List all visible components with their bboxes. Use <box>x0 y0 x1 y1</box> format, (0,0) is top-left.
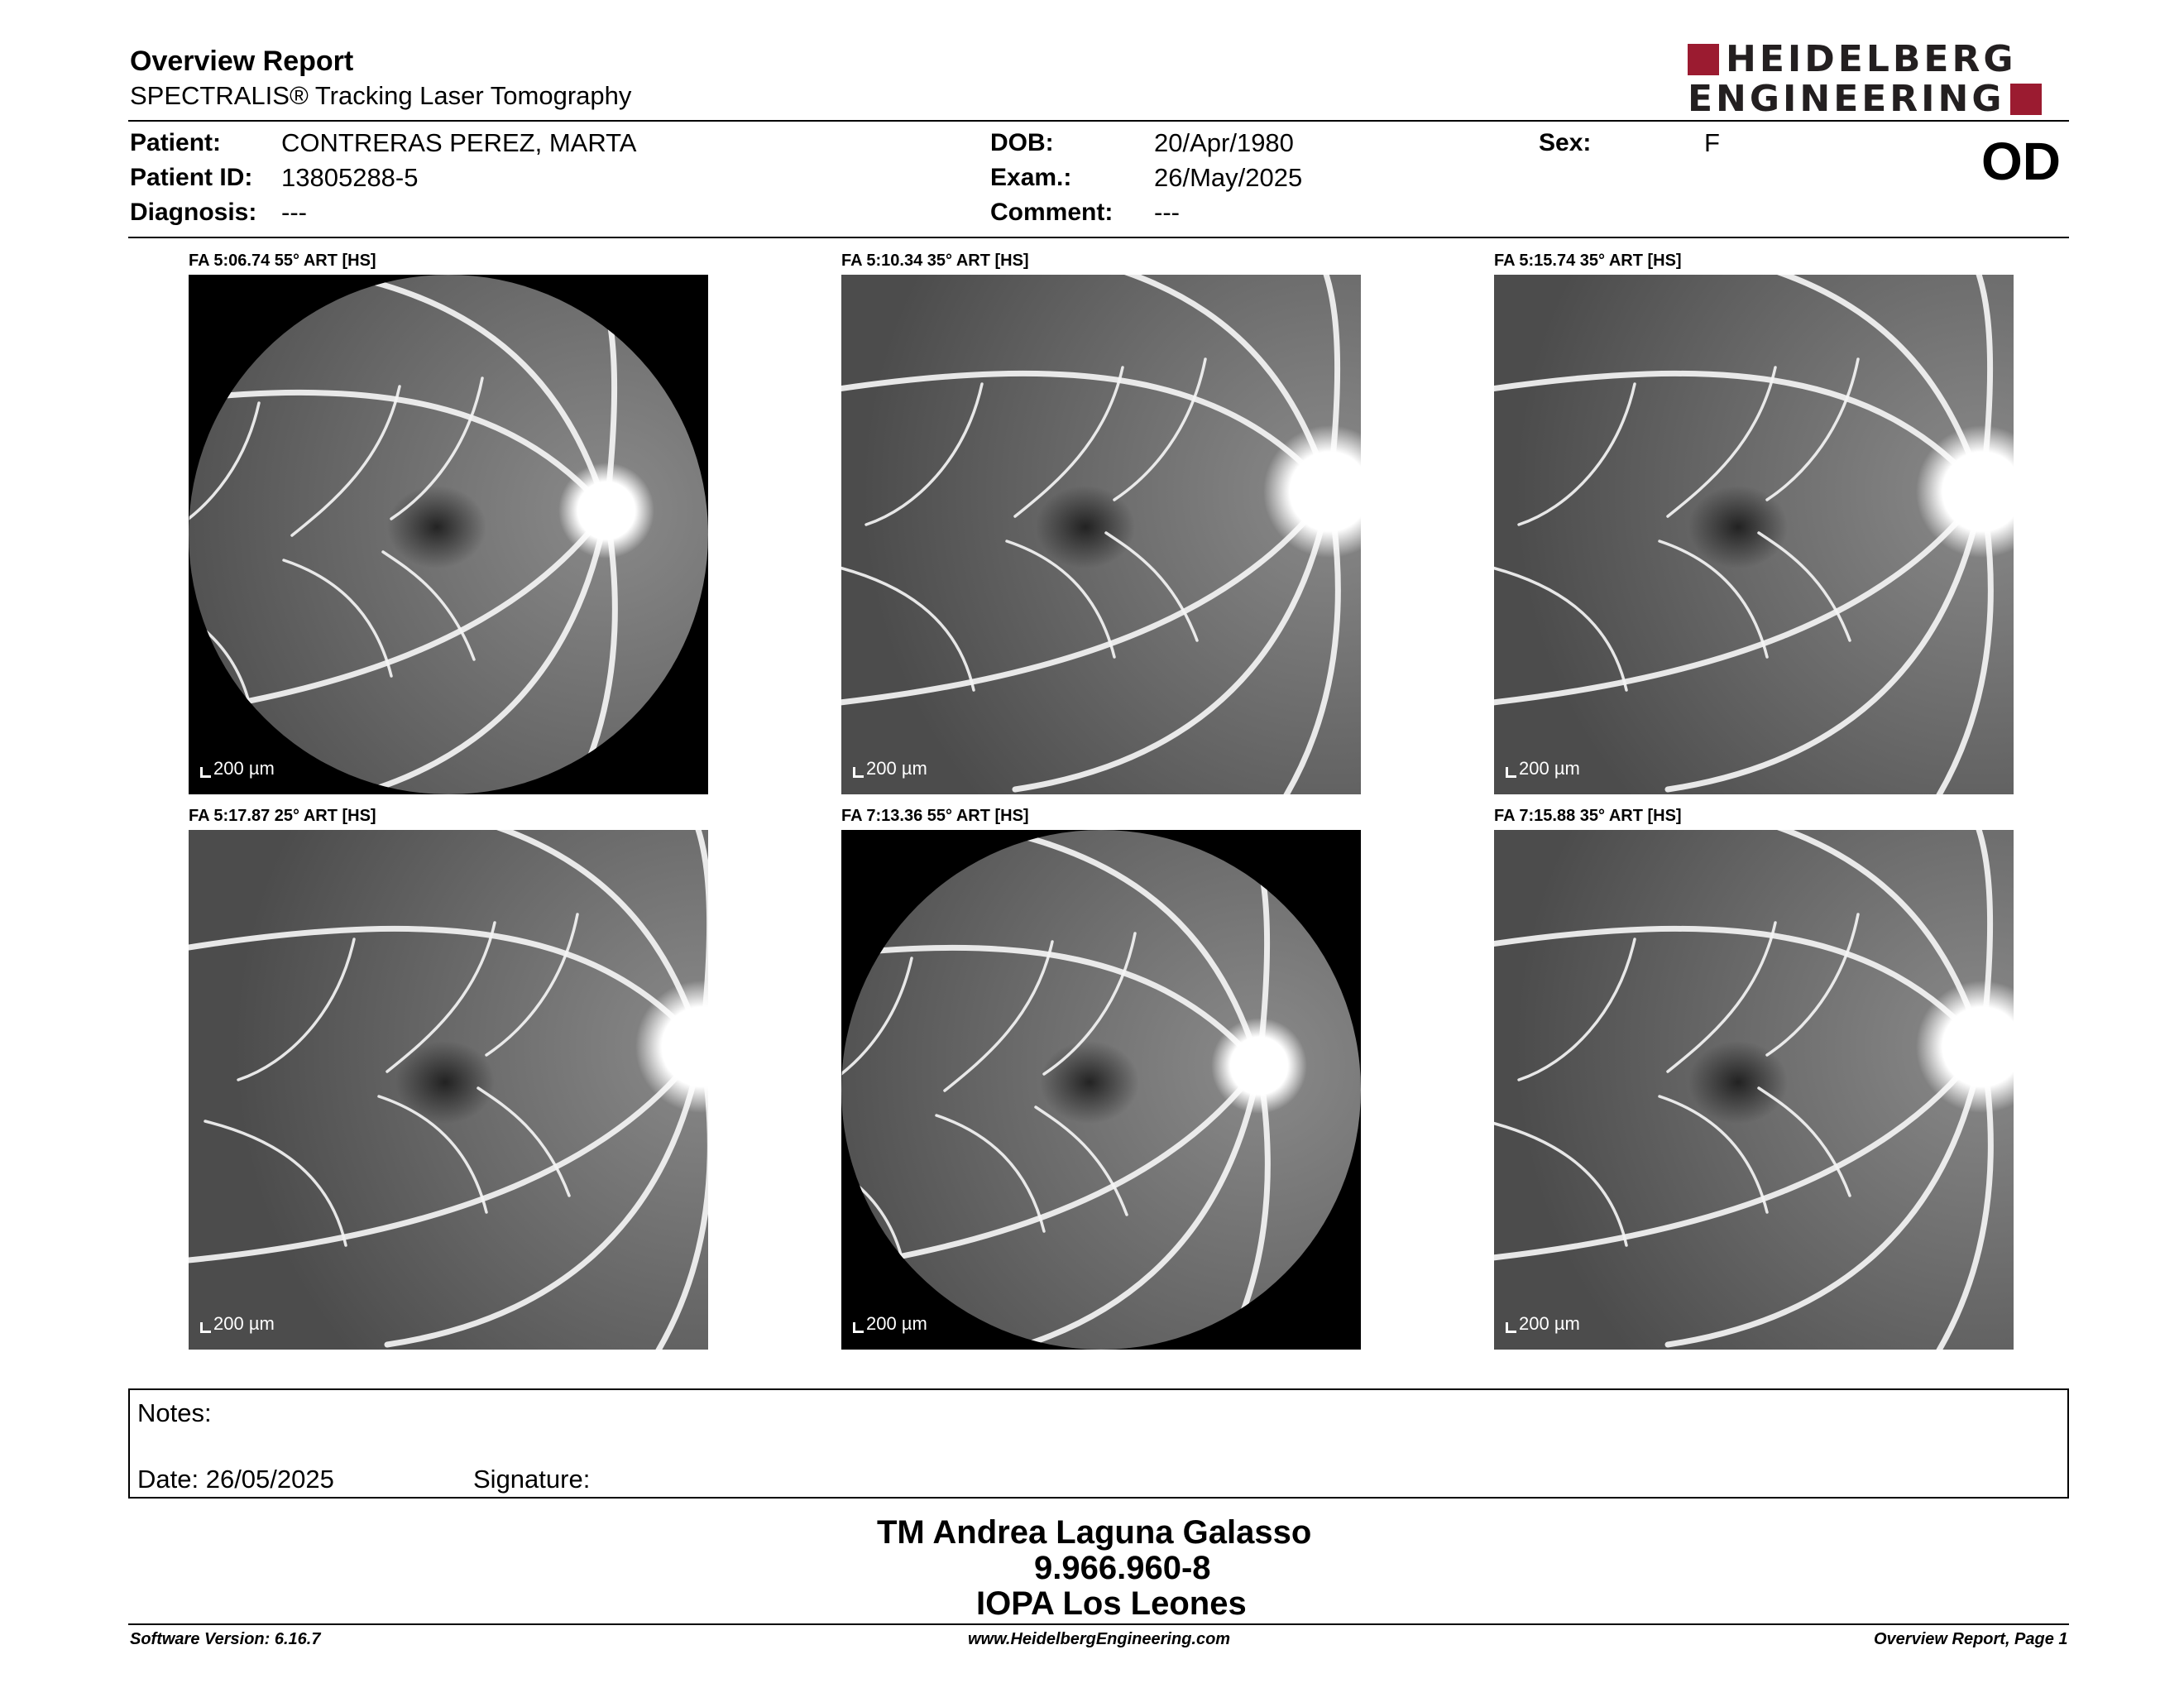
notes-box[interactable] <box>128 1388 2069 1499</box>
heidelberg-logo <box>1688 38 2070 122</box>
image-caption: FA 5:17.87 25° ART [HS] <box>189 807 376 825</box>
scale-label: 200 µm <box>1519 758 1580 779</box>
fundus-angiogram-image[interactable] <box>189 275 708 794</box>
scale-corner-icon <box>1506 1322 1516 1333</box>
logo-square-icon <box>2010 84 2042 115</box>
fundus-angiogram-image[interactable] <box>841 275 1361 794</box>
scale-corner-icon <box>1506 767 1516 778</box>
patient-label: Patient: <box>130 129 222 156</box>
scale-corner-icon <box>200 767 211 778</box>
image-caption: FA 5:10.34 35° ART [HS] <box>841 252 1029 270</box>
image-caption: FA 5:06.74 55° ART [HS] <box>189 252 376 270</box>
scale-bar <box>853 758 927 779</box>
fundus-angiogram-image[interactable] <box>189 830 708 1350</box>
eye-laterality: OD <box>1981 132 2061 191</box>
patient-divider <box>128 237 2069 238</box>
scale-bar <box>1506 1313 1580 1335</box>
scale-bar <box>200 1313 275 1335</box>
fundus-angiogram-image[interactable] <box>1494 830 2014 1350</box>
exam-value: 26/May/2025 <box>1154 163 1303 192</box>
image-caption: FA 7:13.36 55° ART [HS] <box>841 807 1029 825</box>
scale-corner-icon <box>853 1322 864 1333</box>
header-divider <box>128 120 2069 122</box>
comment-label: Comment: <box>990 199 1114 226</box>
website-link[interactable]: www.HeidelbergEngineering.com <box>968 1630 1231 1648</box>
scale-label: 200 µm <box>866 758 927 779</box>
dob-value: 20/Apr/1980 <box>1154 128 1294 157</box>
footer-divider <box>128 1623 2069 1625</box>
sex-value: F <box>1704 128 1720 157</box>
patient-id-label: Patient ID: <box>130 164 253 191</box>
scale-bar <box>200 758 275 779</box>
patient-id-value: 13805288-5 <box>281 163 419 192</box>
image-caption: FA 5:15.74 35° ART [HS] <box>1494 252 1682 270</box>
scale-label: 200 µm <box>866 1313 927 1334</box>
scale-corner-icon <box>853 767 864 778</box>
software-version: Software Version: 6.16.7 <box>130 1630 321 1648</box>
sex-label: Sex: <box>1539 129 1592 156</box>
logo-line-2: ENGINEERING <box>1688 78 2005 120</box>
diagnosis-value: --- <box>281 198 307 227</box>
patient-name: CONTRERAS PEREZ, MARTA <box>281 128 637 157</box>
logo-square-icon <box>1688 44 1719 75</box>
fundus-angiogram-image[interactable] <box>1494 275 2014 794</box>
fundus-angiogram-image[interactable] <box>841 830 1361 1350</box>
scale-corner-icon <box>200 1322 211 1333</box>
scale-bar <box>1506 758 1580 779</box>
report-title: Overview Report <box>130 46 354 77</box>
scale-bar <box>853 1313 927 1335</box>
scale-label: 200 µm <box>213 758 275 779</box>
logo-line-1: HEIDELBERG <box>1726 38 2017 80</box>
signer-name: TM Andrea Laguna Galasso <box>877 1514 1312 1551</box>
diagnosis-label: Diagnosis: <box>130 199 257 226</box>
signer-institution: IOPA Los Leones <box>976 1585 1247 1622</box>
date-label: Date: 26/05/2025 <box>137 1465 334 1494</box>
report-subtitle: SPECTRALIS® Tracking Laser Tomography <box>130 81 632 110</box>
comment-value: --- <box>1154 198 1180 227</box>
scale-label: 200 µm <box>1519 1313 1580 1334</box>
exam-label: Exam.: <box>990 164 1072 191</box>
signer-id: 9.966.960-8 <box>1034 1550 1211 1586</box>
dob-label: DOB: <box>990 129 1054 156</box>
notes-label: Notes: <box>137 1398 212 1427</box>
page-number: Overview Report, Page 1 <box>1874 1630 2068 1648</box>
signature-label: Signature: <box>473 1465 591 1494</box>
scale-label: 200 µm <box>213 1313 275 1334</box>
image-caption: FA 7:15.88 35° ART [HS] <box>1494 807 1682 825</box>
